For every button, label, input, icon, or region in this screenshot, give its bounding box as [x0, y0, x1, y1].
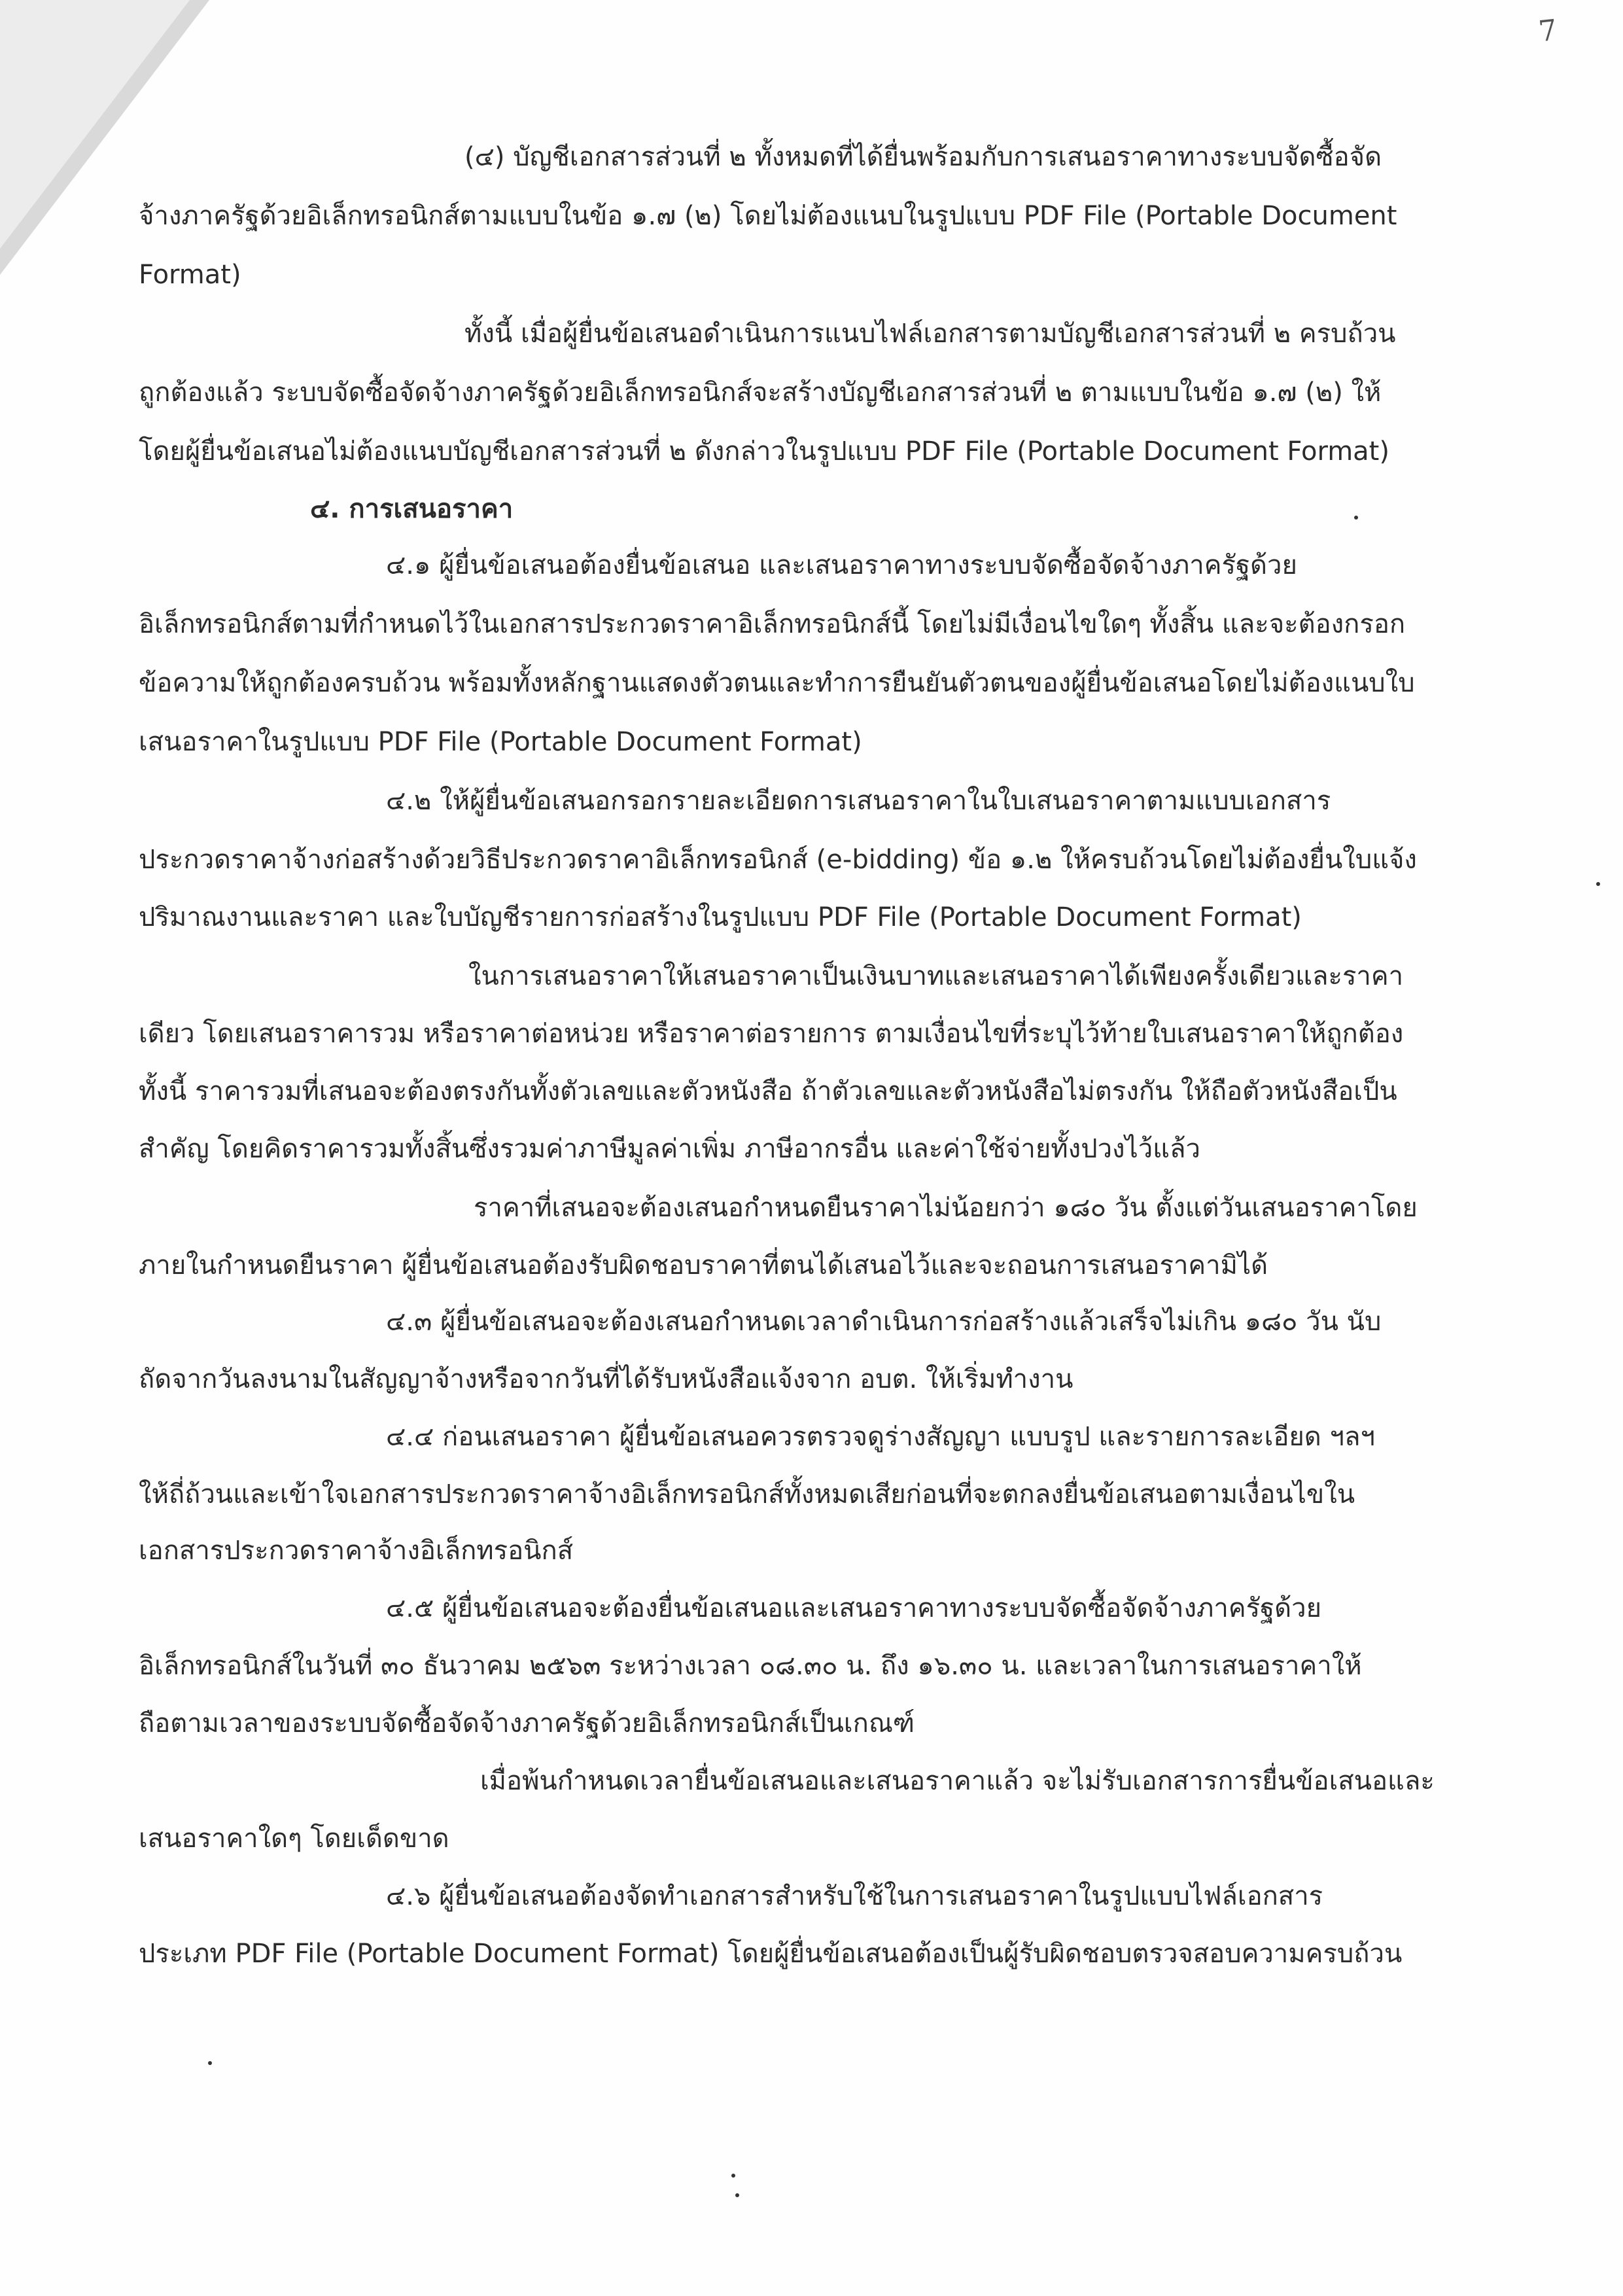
text-line: ๔.๖ ผู้ยื่นข้อเสนอต้องจัดทำเอกสารสำหรับใช้ในการเสนอราคาในรูปแบบไฟล์เอกสาร: [386, 1881, 1323, 1911]
text-line: เสนอราคาในรูปแบบ PDF File (Portable Document Format): [139, 727, 862, 757]
text-line: Format): [139, 260, 241, 290]
scan-speck: [731, 2174, 735, 2178]
text-line: ทั้งนี้ เมื่อผู้ยื่นข้อเสนอดำเนินการแนบไฟล์เอกสารตามบัญชีเอกสารส่วนที่ ๒ ครบถ้วน: [464, 319, 1396, 349]
text-line: ประกวดราคาจ้างก่อสร้างด้วยวิธีประกวดราคาอิเล็กทรอนิกส์ (e-bidding) ข้อ ๑.๒ ให้ครบถ้วนโดยไม่ต้องยื่นใบแจ้ง: [139, 845, 1417, 875]
text-line: ในการเสนอราคาให้เสนอราคาเป็นเงินบาทและเสนอราคาได้เพียงครั้งเดียวและราคา: [468, 961, 1404, 991]
text-line: สำคัญ โดยคิดราคารวมทั้งสิ้นซึ่งรวมค่าภาษีมูลค่าเพิ่ม ภาษีอากรอื่น และค่าใช้จ่ายทั้งปวงไว้แล้ว: [139, 1134, 1200, 1164]
text-line: ภายในกำหนดยืนราคา ผู้ยื่นข้อเสนอต้องรับผิดชอบราคาที่ตนได้เสนอไว้และจะถอนการเสนอราคามิได้: [139, 1250, 1268, 1280]
text-line: ๔.๑ ผู้ยื่นข้อเสนอต้องยื่นข้อเสนอ และเสนอราคาทางระบบจัดซื้อจัดจ้างภาครัฐด้วย: [386, 550, 1297, 580]
scan-speck: [208, 2061, 212, 2065]
text-line: ถัดจากวันลงนามในสัญญาจ้างหรือจากวันที่ได้รับหนังสือแจ้งจาก อบต. ให้เริ่มทำงาน: [139, 1364, 1073, 1394]
text-line: ให้ถี่ถ้วนและเข้าใจเอกสารประกวดราคาจ้างอิเล็กทรอนิกส์ทั้งหมดเสียก่อนที่จะตกลงยื่นข้อเสนอตามเงื่อนไขใน: [139, 1479, 1355, 1510]
text-line: จ้างภาครัฐด้วยอิเล็กทรอนิกส์ตามแบบในข้อ ๑.๗ (๒) โดยไม่ต้องแนบในรูปแบบ PDF File (Portable Document: [139, 201, 1397, 231]
text-line: ๔.๓ ผู้ยื่นข้อเสนอจะต้องเสนอกำหนดเวลาดำเนินการก่อสร้างแล้วเสร็จไม่เกิน ๑๘๐ วัน นับ: [386, 1307, 1382, 1337]
text-line: เมื่อพ้นกำหนดเวลายื่นข้อเสนอและเสนอราคาแล้ว จะไม่รับเอกสารการยื่นข้อเสนอและ: [480, 1766, 1435, 1796]
text-line: ถูกต้องแล้ว ระบบจัดซื้อจัดจ้างภาครัฐด้วยอิเล็กทรอนิกส์จะสร้างบัญชีเอกสารส่วนที่ ๒ ตามแบบในข้อ ๑.๗ (๒) ให้: [139, 378, 1382, 408]
text-line: เดียว โดยเสนอราคารวม หรือราคาต่อหน่วย หรือราคาต่อรายการ ตามเงื่อนไขที่ระบุไว้ท้ายใบเสนอราคาให้ถูกต้อง: [139, 1019, 1404, 1049]
text-line: ราคาที่เสนอจะต้องเสนอกำหนดยืนราคาไม่น้อยกว่า ๑๘๐ วัน ตั้งแต่วันเสนอราคาโดย: [474, 1193, 1418, 1223]
text-line: เอกสารประกวดราคาจ้างอิเล็กทรอนิกส์: [139, 1536, 574, 1566]
text-line: ๔.๕ ผู้ยื่นข้อเสนอจะต้องยื่นข้อเสนอและเสนอราคาทางระบบจัดซื้อจัดจ้างภาครัฐด้วย: [386, 1593, 1322, 1623]
text-line: เสนอราคาใดๆ โดยเด็ดขาด: [139, 1824, 449, 1854]
text-line: ปริมาณงานและราคา และใบบัญชีรายการก่อสร้างในรูปแบบ PDF File (Portable Document Format): [139, 902, 1302, 932]
text-line: อิเล็กทรอนิกส์ตามที่กำหนดไว้ในเอกสารประกวดราคาอิเล็กทรอนิกส์นี้ โดยไม่มีเงื่อนไขใดๆ ทั้งสิ้น และจะต้องกรอก: [139, 609, 1406, 639]
text-line: ถือตามเวลาของระบบจัดซื้อจัดจ้างภาครัฐด้วยอิเล็กทรอนิกส์เป็นเกณฑ์: [139, 1708, 915, 1739]
scan-speck: [735, 2193, 739, 2197]
text-line: โดยผู้ยื่นข้อเสนอไม่ต้องแนบบัญชีเอกสารส่วนที่ ๒ ดังกล่าวในรูปแบบ PDF File (Portable Document Format): [139, 436, 1389, 467]
section-heading: ๔. การเสนอราคา: [310, 494, 514, 524]
text-line: ๔.๔ ก่อนเสนอราคา ผู้ยื่นข้อเสนอควรตรวจดูร่างสัญญา แบบรูป และรายการละเอียด ฯลฯ: [386, 1422, 1375, 1452]
page-number: 7: [1537, 13, 1559, 49]
text-line: ๔.๒ ให้ผู้ยื่นข้อเสนอกรอกรายละเอียดการเสนอราคาในใบเสนอราคาตามแบบเอกสาร: [386, 786, 1331, 816]
text-line: ประเภท PDF File (Portable Document Format) โดยผู้ยื่นข้อเสนอต้องเป็นผู้รับผิดชอบตรวจสอบความครบถ้วน: [139, 1939, 1403, 1969]
text-line: อิเล็กทรอนิกส์ในวันที่ ๓๐ ธันวาคม ๒๕๖๓ ระหว่างเวลา ๐๘.๓๐ น. ถึง ๑๖.๓๐ น. และเวลาในการเสนอราคาให้: [139, 1651, 1362, 1681]
scan-speck: [1354, 516, 1358, 520]
text-line: (๔) บัญชีเอกสารส่วนที่ ๒ ทั้งหมดที่ได้ยื่นพร้อมกับการเสนอราคาทางระบบจัดซื้อจัด: [464, 142, 1382, 172]
text-line: ข้อความให้ถูกต้องครบถ้วน พร้อมทั้งหลักฐานแสดงตัวตนและทำการยืนยันตัวตนของผู้ยื่นข้อเสนอโดยไม่ต้องแนบใบ: [139, 668, 1415, 698]
scan-speck: [1596, 882, 1600, 886]
text-line: ทั้งนี้ ราคารวมที่เสนอจะต้องตรงกันทั้งตัวเลขและตัวหนังสือ ถ้าตัวเลขและตัวหนังสือไม่ตรงกัน ให้ถือตัวหนังสือเป็น: [139, 1076, 1397, 1106]
